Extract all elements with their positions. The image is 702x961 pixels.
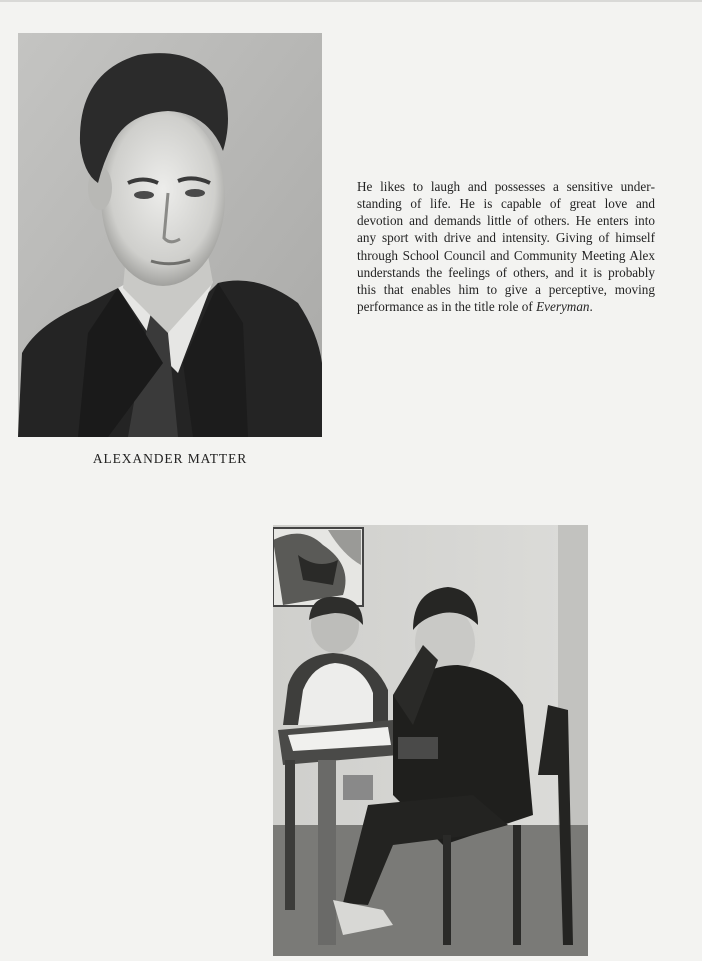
bio-paragraph xyxy=(357,178,655,315)
bio-play-title: Everyman xyxy=(536,298,590,314)
bio-text: He likes to laugh and possesses a sensitive understanding of life. He is capable of great love and devotion and demands little of others. He enters into any sport with drive and intensity. Giving of himself through School Council and Community Meeting Alex understands the feelings of others, and it is probably this that enables him to give a perceptive, moving performance as in the title role of xyxy=(357,179,655,314)
candid-photo xyxy=(273,525,588,956)
portrait-photo xyxy=(18,33,322,437)
bio-end: . xyxy=(589,298,593,314)
portrait-caption: ALEXANDER MATTER xyxy=(92,451,248,466)
page-top-edge xyxy=(0,0,702,2)
